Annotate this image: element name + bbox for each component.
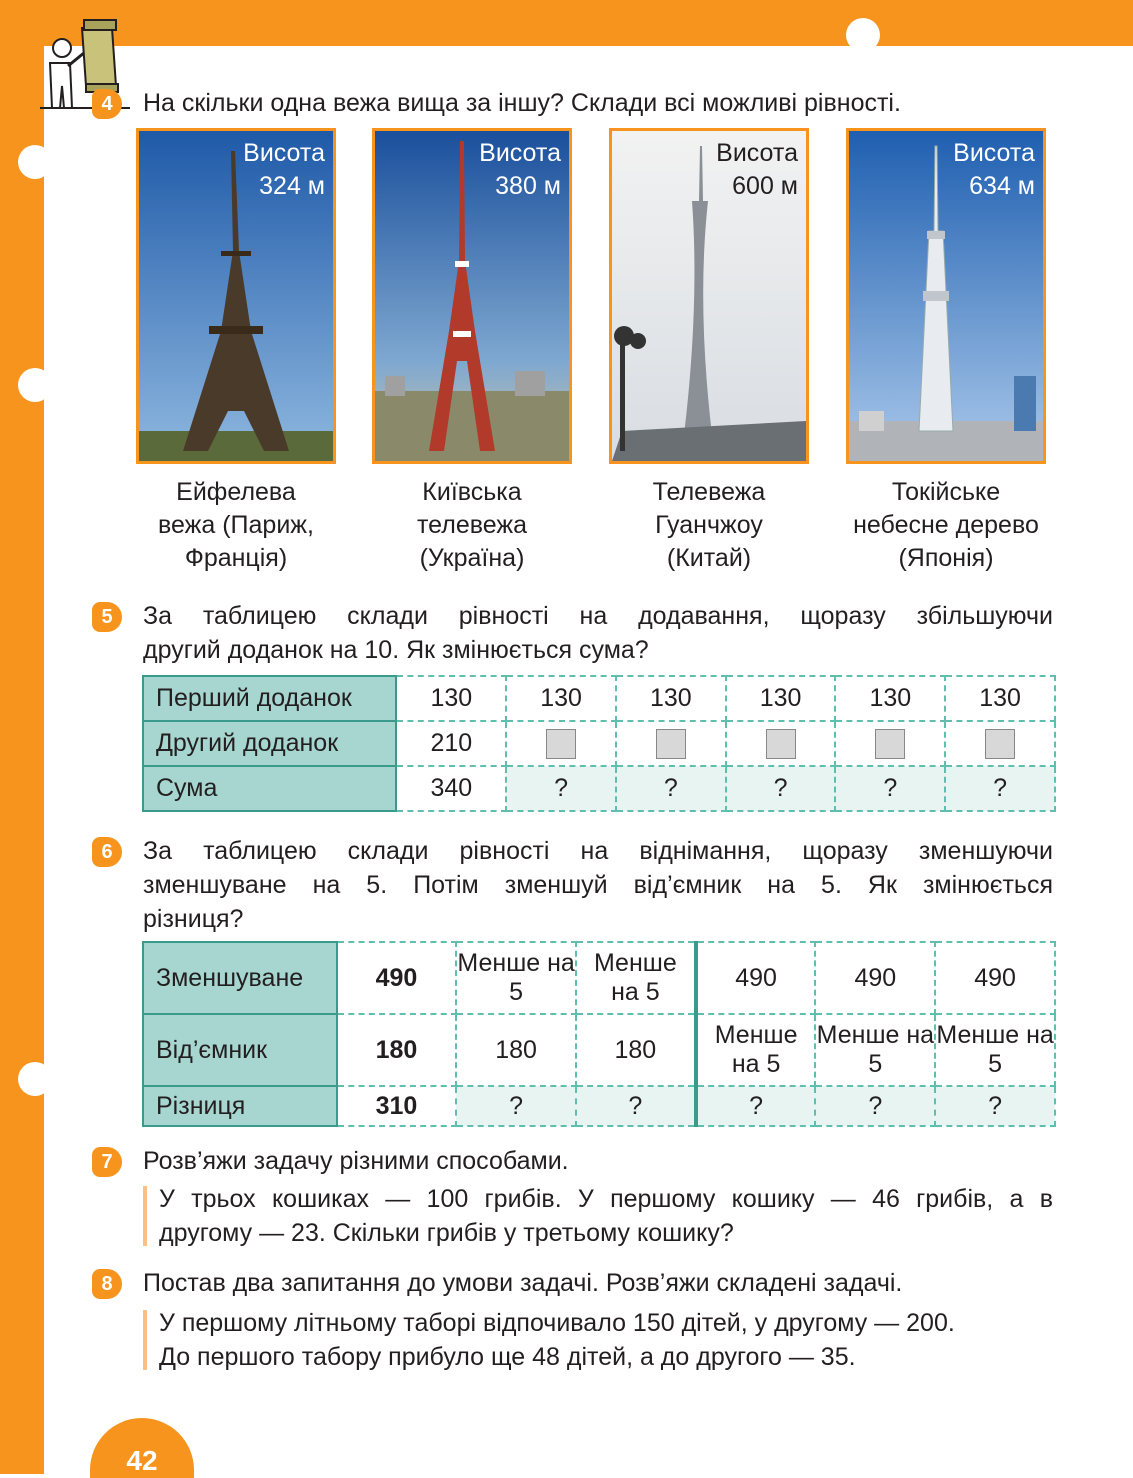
subtraction-table [142, 941, 1056, 1127]
table-cell: 130 [945, 676, 1055, 721]
table-cell: ? [456, 1086, 576, 1126]
table-cell: 490 [337, 942, 456, 1014]
table-cell: Менше на 5 [456, 942, 576, 1014]
row-header: Перший доданок [143, 676, 396, 721]
table-cell: Менше на 5 [576, 942, 696, 1014]
tower-caption: Телевежа Гуанчжоу (Китай) [652, 478, 766, 572]
kyiv-tv-tower-photo [372, 128, 572, 464]
eiffel-tower-photo [136, 128, 336, 464]
height-label: Висота 600 м [716, 139, 798, 200]
table-cell: ? [726, 766, 836, 811]
task-number-badge: 7 [92, 1147, 122, 1177]
table-cell: ? [616, 766, 726, 811]
task-6-instruction-line: зменшуване на 5. Потім зменшуй від’ємник на 5. Як змінюється [143, 871, 1053, 899]
table-cell: ? [696, 1086, 816, 1126]
task-8-instruction: Постав два запитання до умови задачі. Розв’яжи складені задачі. [143, 1269, 903, 1297]
task-number-badge: 6 [92, 837, 122, 867]
blank-input-box[interactable] [546, 729, 576, 759]
row-header: Різниця [143, 1086, 337, 1126]
table-cell [616, 721, 726, 766]
table-cell: 210 [396, 721, 506, 766]
table-cell: 490 [696, 942, 816, 1014]
table-cell: 490 [935, 942, 1055, 1014]
frame-notch [846, 18, 880, 52]
table-cell: Менше на 5 [935, 1014, 1055, 1086]
row-header: Другий доданок [143, 721, 396, 766]
table-cell [506, 721, 616, 766]
frame-notch [18, 1062, 52, 1096]
table-cell: ? [815, 1086, 935, 1126]
table-cell: 310 [337, 1086, 456, 1126]
table-cell: 180 [337, 1014, 456, 1086]
tower-caption: Ейфелева вежа (Париж, Франція) [158, 478, 314, 572]
task-number-badge: 8 [92, 1269, 122, 1299]
task-8-problem-line: До першого табору прибуло ще 48 дітей, а до другого — 35. [159, 1343, 856, 1371]
height-label: Висота 634 м [953, 139, 1035, 200]
height-label: Висота 324 м [243, 139, 325, 200]
table-cell: ? [576, 1086, 696, 1126]
task-5-instruction-line: За таблицею склади рівності на додавання, щоразу збільшуючи [143, 602, 1053, 630]
tower-caption: Київська телевежа (Україна) [417, 478, 527, 572]
canton-tower-photo [609, 128, 809, 464]
problem-quote-bar [143, 1310, 147, 1370]
tower-caption: Токійське небесне дерево (Японія) [853, 478, 1039, 572]
left-frame [0, 0, 44, 1474]
table-cell: ? [945, 766, 1055, 811]
task-6-instruction-line: різниця? [143, 905, 244, 933]
table-cell: ? [935, 1086, 1055, 1126]
blank-input-box[interactable] [766, 729, 796, 759]
problem-quote-bar [143, 1186, 147, 1246]
table-cell: 130 [396, 676, 506, 721]
table-cell: 180 [576, 1014, 696, 1086]
task-7-instruction: Розв’яжи задачу різними способами. [143, 1147, 569, 1175]
table-cell: Менше на 5 [696, 1014, 816, 1086]
blank-input-box[interactable] [985, 729, 1015, 759]
table-cell: Менше на 5 [815, 1014, 935, 1086]
table-row [143, 1086, 1055, 1126]
table-cell: ? [835, 766, 945, 811]
frame-notch [18, 145, 52, 179]
page-number: 42 [126, 1445, 158, 1476]
table-cell: 180 [456, 1014, 576, 1086]
task-7-problem-line: другому — 23. Скільки грибів у третьому кошику? [159, 1219, 734, 1247]
addition-table [142, 675, 1056, 812]
blank-input-box[interactable] [656, 729, 686, 759]
table-cell: 130 [835, 676, 945, 721]
table-cell [726, 721, 836, 766]
frame-notch [18, 368, 52, 402]
table-cell [945, 721, 1055, 766]
row-header: Від’ємник [143, 1014, 337, 1086]
table-cell: 130 [506, 676, 616, 721]
table-row [143, 676, 1055, 721]
task-number-badge: 5 [92, 602, 122, 632]
task-6-instruction-line: За таблицею склади рівності на віднімання, щоразу зменшуючи [143, 837, 1053, 865]
row-header: Сума [143, 766, 396, 811]
blank-input-box[interactable] [875, 729, 905, 759]
table-cell: 130 [616, 676, 726, 721]
task-4-instruction: На скільки одна вежа вища за іншу? Склади всі можливі рівності. [143, 89, 901, 117]
tokyo-skytree-photo [846, 128, 1046, 464]
table-cell: ? [506, 766, 616, 811]
task-7-problem-line: У трьох кошиках — 100 грибів. У першому кошику — 46 грибів, а в [159, 1185, 1053, 1213]
table-cell: 340 [396, 766, 506, 811]
height-label: Висота 380 м [479, 139, 561, 200]
table-row [143, 1014, 1055, 1086]
row-header: Зменшуване [143, 942, 337, 1014]
table-cell [835, 721, 945, 766]
top-frame [0, 0, 1133, 46]
table-cell: 130 [726, 676, 836, 721]
task-5-instruction-line: другий доданок на 10. Як змінюється сума? [143, 636, 649, 664]
table-row [143, 766, 1055, 811]
table-cell: 490 [815, 942, 935, 1014]
table-row [143, 721, 1055, 766]
task-number-badge: 4 [92, 89, 122, 119]
task-8-problem-line: У першому літньому таборі відпочивало 150 дітей, у другому — 200. [159, 1309, 955, 1337]
table-row [143, 942, 1055, 1014]
